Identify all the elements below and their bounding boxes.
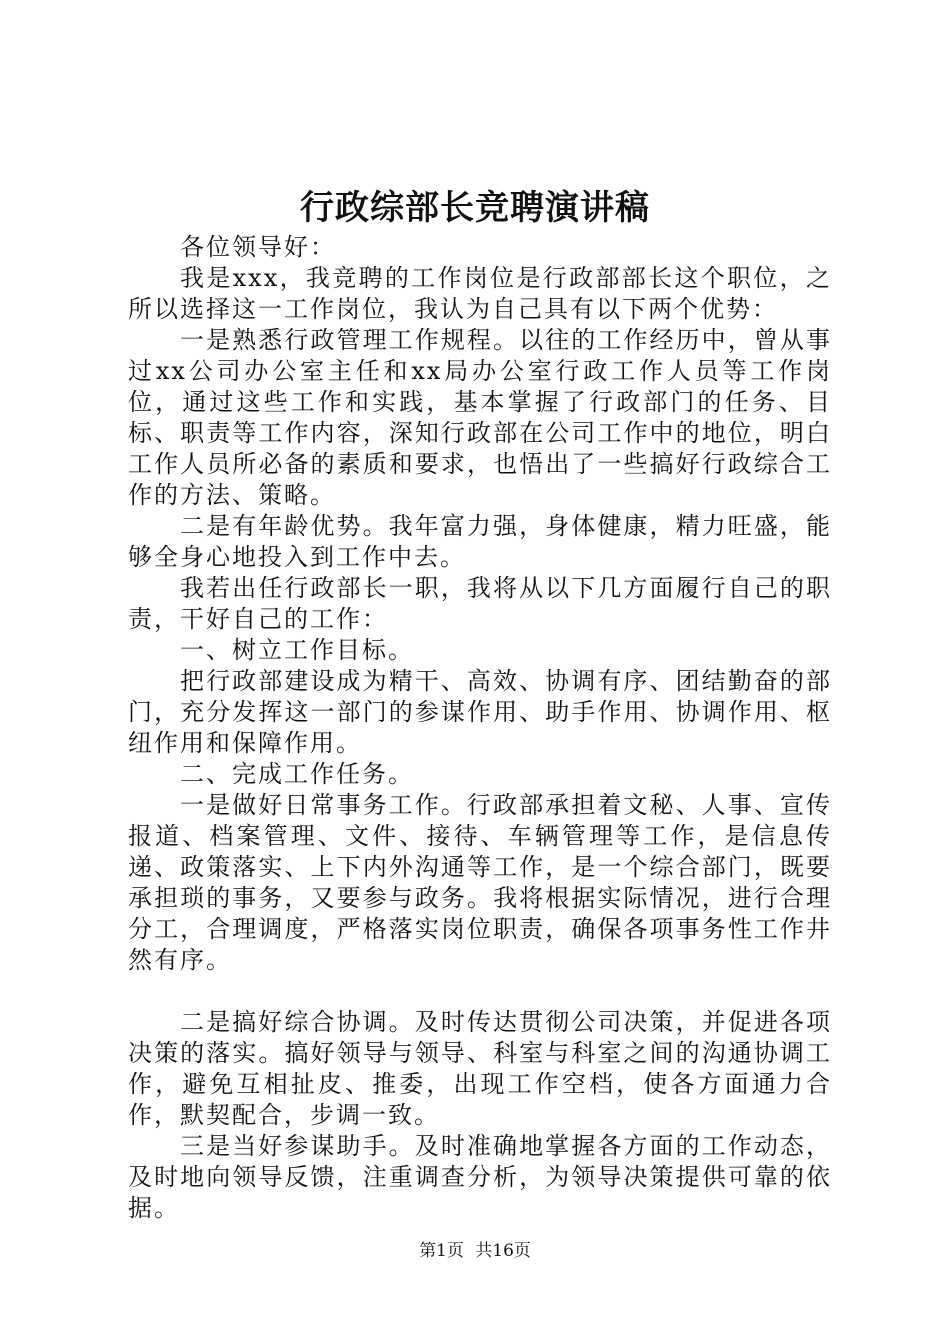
paragraph-duties-intro: 我若出任行政部长一职，我将从以下几方面履行自己的职责，干好自己的工作： — [128, 574, 832, 633]
paragraph-task-one: 一是做好日常事务工作。行政部承担着文秘、人事、宣传报道、档案管理、文件、接待、车辆管理等工作，是信息传递、政策落实、上下内外沟通等工作，是一个综合部门，既要承担琐的事务，又要参与政务。我将根据实际情况，进行合理分工，合理调度，严格落实岗位职责，确保各项事务性工作井然有序。 — [128, 791, 832, 974]
page-number: 第1页 — [419, 1241, 464, 1261]
page-total: 共16页 — [475, 1241, 531, 1261]
document-body — [128, 232, 832, 1224]
section-heading-tasks: 二、完成工作任务。 — [180, 760, 414, 788]
paragraph-intro: 我是xxx，我竞聘的工作岗位是行政部部长这个职位，之所以选择这一工作岗位，我认为自己具有以下两个优势： — [128, 264, 832, 323]
document-title: 行政综部长竞聘演讲稿 — [300, 188, 650, 228]
paragraph-task-two: 二是搞好综合协调。及时传达贯彻公司决策，并促进各项决策的落实。搞好领导与领导、科室与科室之间的沟通协调工作，避免互相扯皮、推委，出现工作空档，使各方面通力合作，默契配合，步调一致。 — [128, 1008, 832, 1129]
section-heading-goal: 一、树立工作目标。 — [180, 636, 414, 664]
paragraph-advantage-two: 二是有年龄优势。我年富力强，身体健康，精力旺盛，能够全身心地投入到工作中去。 — [128, 512, 832, 571]
paragraph-advantage-one: 一是熟悉行政管理工作规程。以往的工作经历中，曾从事过xx公司办公室主任和xx局办公室行政工作人员等工作岗位，通过这些工作和实践，基本掌握了行政部门的任务、目标、职责等工作内容，深知行政部在公司工作中的地位，明白工作人员所必备的素质和要求，也悟出了一些搞好行政综合工作的方法、策略。 — [128, 326, 832, 509]
page-footer — [0, 1240, 950, 1262]
paragraph-task-three: 三是当好参谋助手。及时准确地掌握各方面的工作动态，及时地向领导反馈，注重调查分析，为领导决策提供可靠的依据。 — [128, 1132, 832, 1222]
paragraph-goal: 把行政部建设成为精干、高效、协调有序、团结勤奋的部门，充分发挥这一部门的参谋作用、助手作用、协调作用、枢纽作用和保障作用。 — [128, 667, 832, 757]
paragraph-greeting: 各位领导好： — [180, 233, 336, 261]
